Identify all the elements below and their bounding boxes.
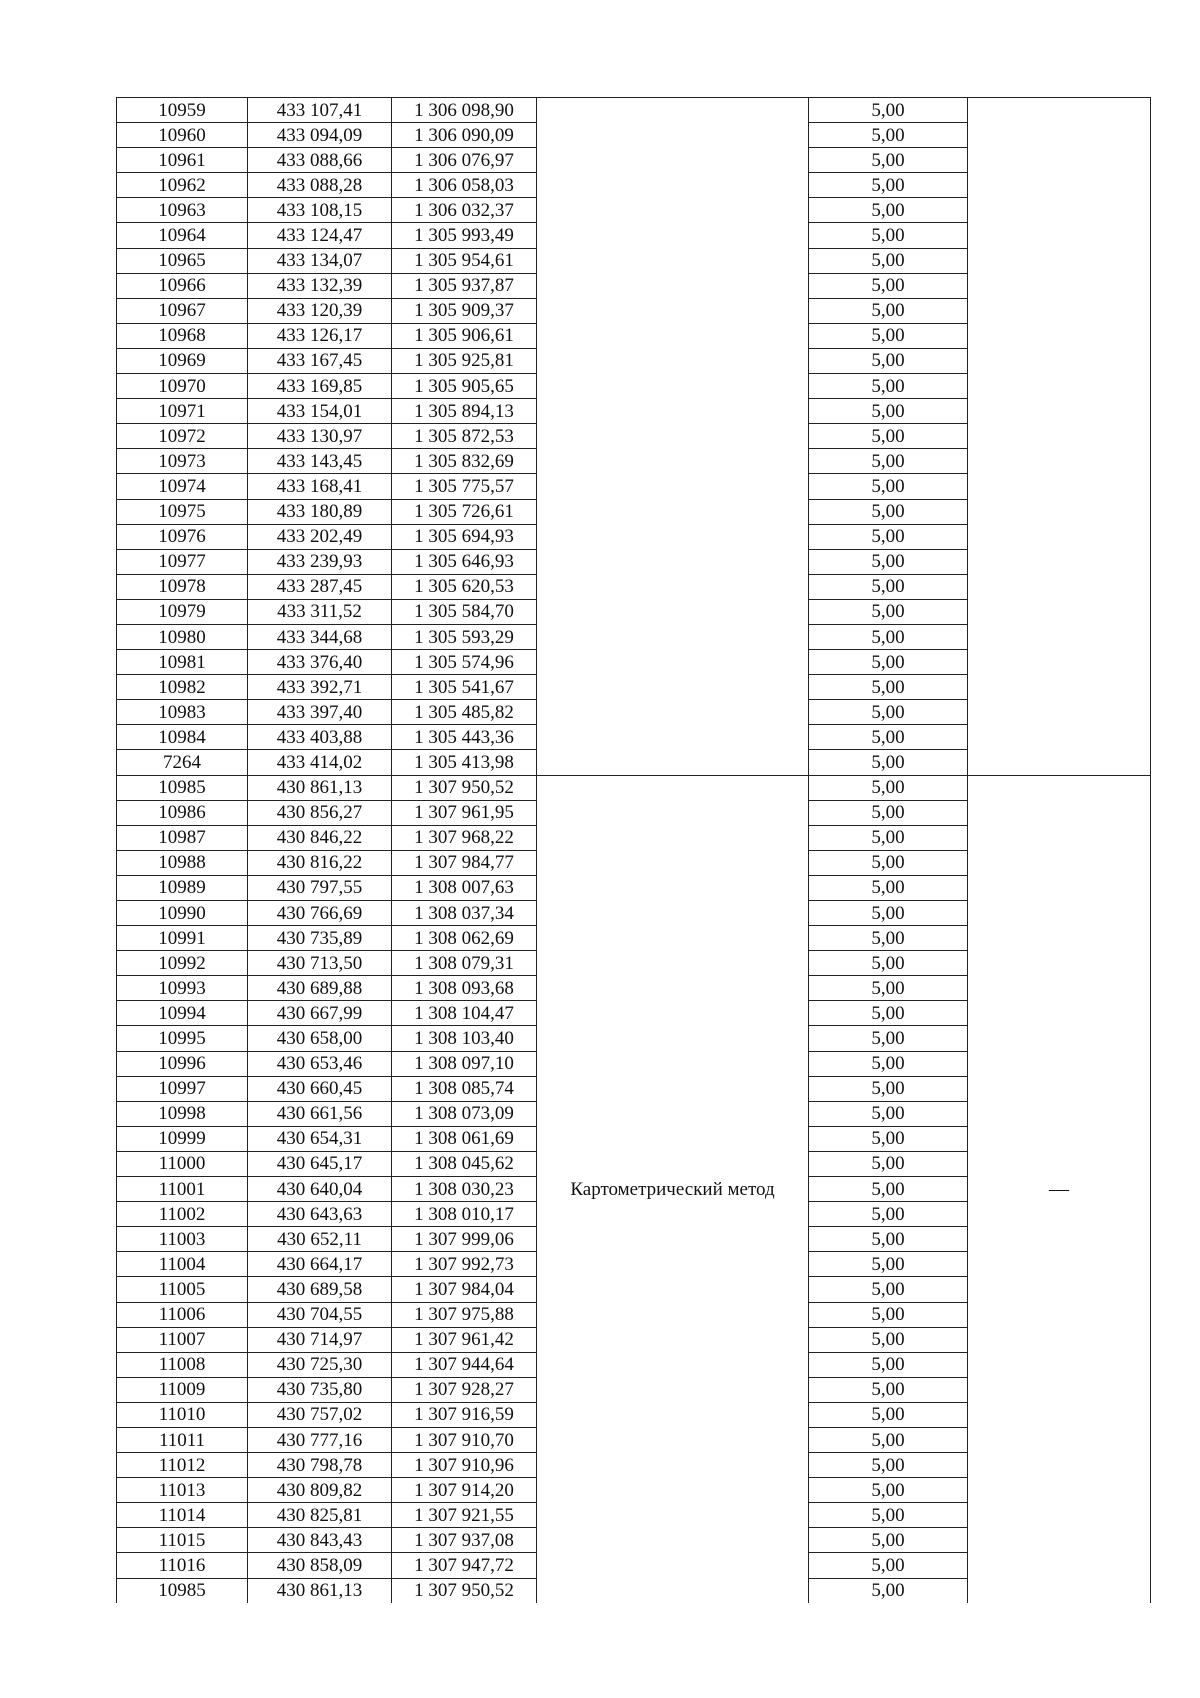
x-coordinate-cell: 430 643,63 [248,1202,392,1227]
x-coordinate-cell: 430 735,80 [248,1377,392,1402]
y-coordinate-cell: 1 307 947,72 [392,1553,537,1578]
point-number-cell: 10996 [117,1051,248,1076]
accuracy-cell: 5,00 [809,399,968,424]
point-number-cell: 11013 [117,1478,248,1503]
x-coordinate-cell: 430 846,22 [248,825,392,850]
point-number-cell: 10974 [117,474,248,499]
accuracy-cell: 5,00 [809,951,968,976]
y-coordinate-cell: 1 308 030,23 [392,1177,537,1202]
accuracy-cell: 5,00 [809,1528,968,1553]
x-coordinate-cell: 430 861,13 [248,775,392,800]
y-coordinate-cell: 1 307 928,27 [392,1377,537,1402]
accuracy-cell: 5,00 [809,1578,968,1603]
x-coordinate-cell: 433 397,40 [248,700,392,725]
y-coordinate-cell: 1 305 694,93 [392,524,537,549]
accuracy-cell: 5,00 [809,675,968,700]
point-number-cell: 10986 [117,800,248,825]
y-coordinate-cell: 1 305 872,53 [392,424,537,449]
point-number-cell: 11004 [117,1252,248,1277]
point-number-cell: 10992 [117,951,248,976]
x-coordinate-cell: 433 403,88 [248,725,392,750]
point-number-cell: 10968 [117,323,248,348]
accuracy-cell: 5,00 [809,574,968,599]
x-coordinate-cell: 430 653,46 [248,1051,392,1076]
accuracy-cell: 5,00 [809,1503,968,1528]
x-coordinate-cell: 430 714,97 [248,1327,392,1352]
point-number-cell: 10960 [117,123,248,148]
accuracy-cell: 5,00 [809,926,968,951]
point-number-cell: 10964 [117,223,248,248]
accuracy-cell: 5,00 [809,599,968,624]
note-cell [968,775,1151,1603]
y-coordinate-cell: 1 307 937,08 [392,1528,537,1553]
point-number-cell: 11000 [117,1151,248,1176]
point-number-cell: 11001 [117,1177,248,1202]
accuracy-cell: 5,00 [809,298,968,323]
accuracy-cell: 5,00 [809,1101,968,1126]
point-number-cell: 10985 [117,1578,248,1603]
point-number-cell: 10999 [117,1126,248,1151]
accuracy-cell: 5,00 [809,1352,968,1377]
accuracy-cell: 5,00 [809,273,968,298]
y-coordinate-cell: 1 307 961,95 [392,800,537,825]
accuracy-cell: 5,00 [809,624,968,649]
accuracy-cell: 5,00 [809,499,968,524]
point-number-cell: 10991 [117,926,248,951]
point-number-cell: 11006 [117,1302,248,1327]
x-coordinate-cell: 430 825,81 [248,1503,392,1528]
y-coordinate-cell: 1 308 079,31 [392,951,537,976]
x-coordinate-cell: 430 816,22 [248,850,392,875]
accuracy-cell: 5,00 [809,725,968,750]
point-number-cell: 10970 [117,374,248,399]
point-number-cell: 10981 [117,650,248,675]
y-coordinate-cell: 1 307 984,04 [392,1277,537,1302]
x-coordinate-cell: 433 392,71 [248,675,392,700]
x-coordinate-cell: 430 654,31 [248,1126,392,1151]
x-coordinate-cell: 430 757,02 [248,1402,392,1427]
point-number-cell: 10989 [117,875,248,900]
accuracy-cell: 5,00 [809,1402,968,1427]
point-number-cell: 10966 [117,273,248,298]
accuracy-cell: 5,00 [809,1478,968,1503]
point-number-cell: 10971 [117,399,248,424]
x-coordinate-cell: 433 126,17 [248,323,392,348]
x-coordinate-cell: 430 664,17 [248,1252,392,1277]
y-coordinate-cell: 1 307 916,59 [392,1402,537,1427]
y-coordinate-cell: 1 308 007,63 [392,875,537,900]
x-coordinate-cell: 430 797,55 [248,875,392,900]
y-coordinate-cell: 1 307 921,55 [392,1503,537,1528]
x-coordinate-cell: 433 134,07 [248,248,392,273]
x-coordinate-cell: 433 094,09 [248,123,392,148]
point-number-cell: 10959 [117,98,248,123]
y-coordinate-cell: 1 308 093,68 [392,976,537,1001]
y-coordinate-cell: 1 306 032,37 [392,198,537,223]
x-coordinate-cell: 433 088,28 [248,173,392,198]
point-number-cell: 11014 [117,1503,248,1528]
coordinates-table [116,97,1151,1603]
point-number-cell: 10967 [117,298,248,323]
y-coordinate-cell: 1 305 593,29 [392,624,537,649]
accuracy-cell: 5,00 [809,700,968,725]
x-coordinate-cell: 430 658,00 [248,1026,392,1051]
accuracy-cell: 5,00 [809,1453,968,1478]
y-coordinate-cell: 1 308 097,10 [392,1051,537,1076]
point-number-cell: 10965 [117,248,248,273]
x-coordinate-cell: 430 704,55 [248,1302,392,1327]
point-number-cell: 11005 [117,1277,248,1302]
point-number-cell: 10997 [117,1076,248,1101]
accuracy-cell: 5,00 [809,1252,968,1277]
accuracy-cell: 5,00 [809,976,968,1001]
y-coordinate-cell: 1 307 975,88 [392,1302,537,1327]
y-coordinate-cell: 1 305 775,57 [392,474,537,499]
note-dash: — [1049,1177,1069,1200]
accuracy-cell: 5,00 [809,374,968,399]
accuracy-cell: 5,00 [809,549,968,574]
point-number-cell: 10995 [117,1026,248,1051]
accuracy-cell: 5,00 [809,424,968,449]
accuracy-cell: 5,00 [809,449,968,474]
accuracy-cell: 5,00 [809,850,968,875]
accuracy-cell: 5,00 [809,1553,968,1578]
point-number-cell: 10984 [117,725,248,750]
x-coordinate-cell: 430 660,45 [248,1076,392,1101]
point-number-cell: 11009 [117,1377,248,1402]
y-coordinate-cell: 1 305 413,98 [392,750,537,775]
x-coordinate-cell: 430 798,78 [248,1453,392,1478]
x-coordinate-cell: 433 414,02 [248,750,392,775]
y-coordinate-cell: 1 308 037,34 [392,901,537,926]
point-number-cell: 10988 [117,850,248,875]
table-row [117,98,1151,123]
accuracy-cell: 5,00 [809,775,968,800]
x-coordinate-cell: 430 861,13 [248,1578,392,1603]
point-number-cell: 10980 [117,624,248,649]
point-number-cell: 10977 [117,549,248,574]
point-number-cell: 10998 [117,1101,248,1126]
y-coordinate-cell: 1 307 999,06 [392,1227,537,1252]
accuracy-cell: 5,00 [809,825,968,850]
point-number-cell: 10963 [117,198,248,223]
accuracy-cell: 5,00 [809,1427,968,1452]
y-coordinate-cell: 1 305 906,61 [392,323,537,348]
x-coordinate-cell: 430 645,17 [248,1151,392,1176]
y-coordinate-cell: 1 305 584,70 [392,599,537,624]
x-coordinate-cell: 433 143,45 [248,449,392,474]
accuracy-cell: 5,00 [809,1377,968,1402]
x-coordinate-cell: 433 107,41 [248,98,392,123]
y-coordinate-cell: 1 307 992,73 [392,1252,537,1277]
accuracy-cell: 5,00 [809,1026,968,1051]
y-coordinate-cell: 1 305 443,36 [392,725,537,750]
y-coordinate-cell: 1 305 894,13 [392,399,537,424]
point-number-cell: 11003 [117,1227,248,1252]
point-number-cell: 10983 [117,700,248,725]
y-coordinate-cell: 1 305 832,69 [392,449,537,474]
accuracy-cell: 5,00 [809,223,968,248]
x-coordinate-cell: 430 735,89 [248,926,392,951]
y-coordinate-cell: 1 305 620,53 [392,574,537,599]
point-number-cell: 10969 [117,348,248,373]
y-coordinate-cell: 1 305 925,81 [392,348,537,373]
y-coordinate-cell: 1 305 993,49 [392,223,537,248]
y-coordinate-cell: 1 306 098,90 [392,98,537,123]
y-coordinate-cell: 1 305 937,87 [392,273,537,298]
y-coordinate-cell: 1 306 090,09 [392,123,537,148]
point-number-cell: 11002 [117,1202,248,1227]
point-number-cell: 10994 [117,1001,248,1026]
x-coordinate-cell: 433 167,45 [248,348,392,373]
y-coordinate-cell: 1 305 954,61 [392,248,537,273]
x-coordinate-cell: 430 652,11 [248,1227,392,1252]
y-coordinate-cell: 1 308 045,62 [392,1151,537,1176]
point-number-cell: 11008 [117,1352,248,1377]
x-coordinate-cell: 433 132,39 [248,273,392,298]
x-coordinate-cell: 430 689,58 [248,1277,392,1302]
y-coordinate-cell: 1 307 968,22 [392,825,537,850]
accuracy-cell: 5,00 [809,1151,968,1176]
y-coordinate-cell: 1 307 910,70 [392,1427,537,1452]
point-number-cell: 10975 [117,499,248,524]
x-coordinate-cell: 430 725,30 [248,1352,392,1377]
y-coordinate-cell: 1 307 914,20 [392,1478,537,1503]
accuracy-cell: 5,00 [809,1202,968,1227]
y-coordinate-cell: 1 307 950,52 [392,1578,537,1603]
x-coordinate-cell: 433 202,49 [248,524,392,549]
point-number-cell: 11011 [117,1427,248,1452]
x-coordinate-cell: 430 843,43 [248,1528,392,1553]
y-coordinate-cell: 1 307 910,96 [392,1453,537,1478]
point-number-cell: 11010 [117,1402,248,1427]
accuracy-cell: 5,00 [809,1051,968,1076]
accuracy-cell: 5,00 [809,1126,968,1151]
accuracy-cell: 5,00 [809,1302,968,1327]
accuracy-cell: 5,00 [809,1327,968,1352]
x-coordinate-cell: 430 661,56 [248,1101,392,1126]
y-coordinate-cell: 1 307 950,52 [392,775,537,800]
x-coordinate-cell: 433 311,52 [248,599,392,624]
y-coordinate-cell: 1 308 085,74 [392,1076,537,1101]
point-number-cell: 11015 [117,1528,248,1553]
y-coordinate-cell: 1 307 984,77 [392,850,537,875]
accuracy-cell: 5,00 [809,1001,968,1026]
point-number-cell: 10982 [117,675,248,700]
x-coordinate-cell: 433 168,41 [248,474,392,499]
x-coordinate-cell: 433 376,40 [248,650,392,675]
accuracy-cell: 5,00 [809,348,968,373]
point-number-cell: 10985 [117,775,248,800]
point-number-cell: 10978 [117,574,248,599]
x-coordinate-cell: 430 667,99 [248,1001,392,1026]
y-coordinate-cell: 1 305 541,67 [392,675,537,700]
accuracy-cell: 5,00 [809,123,968,148]
x-coordinate-cell: 430 856,27 [248,800,392,825]
coordinates-table-body [117,98,1151,1603]
accuracy-cell: 5,00 [809,1177,968,1202]
point-number-cell: 10972 [117,424,248,449]
accuracy-cell: 5,00 [809,901,968,926]
x-coordinate-cell: 433 130,97 [248,424,392,449]
accuracy-cell: 5,00 [809,323,968,348]
y-coordinate-cell: 1 305 574,96 [392,650,537,675]
accuracy-cell: 5,00 [809,1277,968,1302]
accuracy-cell: 5,00 [809,148,968,173]
point-number-cell: 10962 [117,173,248,198]
y-coordinate-cell: 1 308 010,17 [392,1202,537,1227]
x-coordinate-cell: 430 640,04 [248,1177,392,1202]
x-coordinate-cell: 433 239,93 [248,549,392,574]
y-coordinate-cell: 1 305 909,37 [392,298,537,323]
x-coordinate-cell: 433 088,66 [248,148,392,173]
x-coordinate-cell: 430 689,88 [248,976,392,1001]
x-coordinate-cell: 433 124,47 [248,223,392,248]
y-coordinate-cell: 1 308 061,69 [392,1126,537,1151]
y-coordinate-cell: 1 305 485,82 [392,700,537,725]
y-coordinate-cell: 1 306 058,03 [392,173,537,198]
point-number-cell: 10979 [117,599,248,624]
y-coordinate-cell: 1 305 726,61 [392,499,537,524]
accuracy-cell: 5,00 [809,650,968,675]
point-number-cell: 10990 [117,901,248,926]
x-coordinate-cell: 430 713,50 [248,951,392,976]
point-number-cell: 11007 [117,1327,248,1352]
point-number-cell: 10961 [117,148,248,173]
method-label: Картометрический метод [570,1178,775,1200]
method-cell [537,98,809,776]
accuracy-cell: 5,00 [809,98,968,123]
point-number-cell: 10973 [117,449,248,474]
x-coordinate-cell: 433 287,45 [248,574,392,599]
table-row [117,775,1151,800]
y-coordinate-cell: 1 308 073,09 [392,1101,537,1126]
accuracy-cell: 5,00 [809,524,968,549]
accuracy-cell: 5,00 [809,1227,968,1252]
y-coordinate-cell: 1 307 944,64 [392,1352,537,1377]
y-coordinate-cell: 1 306 076,97 [392,148,537,173]
point-number-cell: 11016 [117,1553,248,1578]
accuracy-cell: 5,00 [809,1076,968,1101]
accuracy-cell: 5,00 [809,198,968,223]
accuracy-cell: 5,00 [809,875,968,900]
accuracy-cell: 5,00 [809,750,968,775]
x-coordinate-cell: 430 766,69 [248,901,392,926]
point-number-cell: 7264 [117,750,248,775]
accuracy-cell: 5,00 [809,173,968,198]
y-coordinate-cell: 1 307 961,42 [392,1327,537,1352]
y-coordinate-cell: 1 305 646,93 [392,549,537,574]
accuracy-cell: 5,00 [809,800,968,825]
x-coordinate-cell: 430 809,82 [248,1478,392,1503]
y-coordinate-cell: 1 305 905,65 [392,374,537,399]
x-coordinate-cell: 433 344,68 [248,624,392,649]
point-number-cell: 10976 [117,524,248,549]
x-coordinate-cell: 433 180,89 [248,499,392,524]
method-cell [537,775,809,1603]
y-coordinate-cell: 1 308 103,40 [392,1026,537,1051]
y-coordinate-cell: 1 308 104,47 [392,1001,537,1026]
x-coordinate-cell: 430 858,09 [248,1553,392,1578]
accuracy-cell: 5,00 [809,474,968,499]
x-coordinate-cell: 433 120,39 [248,298,392,323]
x-coordinate-cell: 433 154,01 [248,399,392,424]
x-coordinate-cell: 433 169,85 [248,374,392,399]
point-number-cell: 10987 [117,825,248,850]
point-number-cell: 10993 [117,976,248,1001]
x-coordinate-cell: 433 108,15 [248,198,392,223]
point-number-cell: 11012 [117,1453,248,1478]
x-coordinate-cell: 430 777,16 [248,1427,392,1452]
y-coordinate-cell: 1 308 062,69 [392,926,537,951]
note-cell [968,98,1151,776]
accuracy-cell: 5,00 [809,248,968,273]
